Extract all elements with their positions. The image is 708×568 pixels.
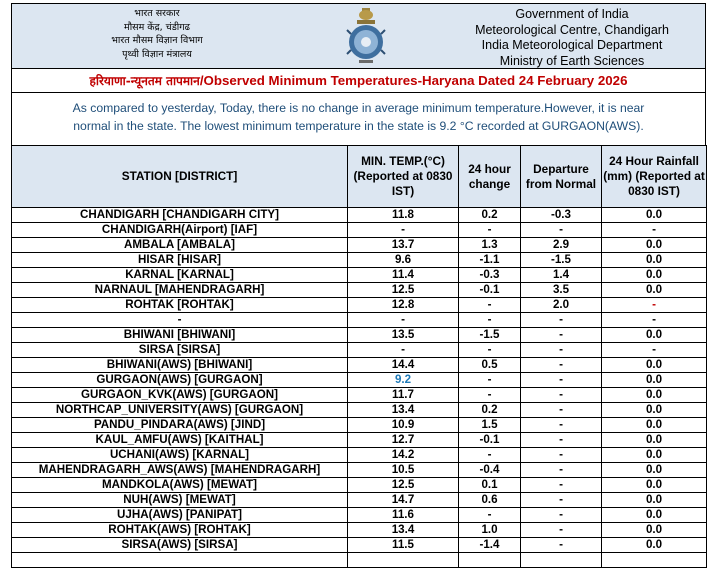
departure-cell: - (521, 313, 602, 328)
english-line: Meteorological Centre, Chandigarh (475, 22, 669, 37)
departure-cell: - (521, 388, 602, 403)
min-temp-cell: 12.5 (348, 283, 459, 298)
column-header-min-temp: MIN. TEMP.(°C) (Reported at 0830 IST) (348, 146, 459, 208)
min-temp-cell: - (348, 313, 459, 328)
change-cell: 0.5 (459, 358, 521, 373)
departure-cell: - (521, 223, 602, 238)
departure-cell: - (521, 523, 602, 538)
table-row (12, 433, 707, 448)
departure-cell: 2.9 (521, 238, 602, 253)
station-cell: BHIWANI(AWS) [BHIWANI] (12, 358, 348, 373)
min-temp-cell: - (348, 223, 459, 238)
rainfall-cell: - (602, 343, 707, 358)
departure-cell: - (521, 463, 602, 478)
rainfall-cell: 0.0 (602, 328, 707, 343)
hindi-line: पृथ्वी विज्ञान मंत्रालय (122, 48, 192, 60)
column-header-station: STATION [DISTRICT] (12, 146, 348, 208)
change-cell: - (459, 223, 521, 238)
title-hindi: हरियाणा-न्यूनतम तापमान (89, 74, 200, 88)
change-cell: 0.6 (459, 493, 521, 508)
station-cell: ROHTAK [ROHTAK] (12, 298, 348, 313)
empty-cell (459, 553, 521, 568)
column-header-change: 24 hour change (459, 146, 521, 208)
departure-cell: - (521, 433, 602, 448)
empty-cell (602, 553, 707, 568)
table-row (12, 538, 707, 553)
rainfall-cell: 0.0 (602, 253, 707, 268)
change-cell: -0.1 (459, 433, 521, 448)
hindi-line: भारत सरकार (134, 8, 180, 19)
station-cell: CHANDIGARH [CHANDIGARH CITY] (12, 208, 348, 223)
imd-emblem-icon (345, 6, 387, 66)
change-cell: 1.3 (459, 238, 521, 253)
table-row (12, 343, 707, 358)
summary-line: As compared to yesterday, Today, there is no change in average minimum temperature.However, it is near (72, 101, 645, 115)
report-header (11, 3, 706, 68)
rainfall-cell: 0.0 (602, 448, 707, 463)
report-title (11, 68, 706, 93)
table-row (12, 418, 707, 433)
station-cell: SIRSA [SIRSA] (12, 343, 348, 358)
rainfall-cell: 0.0 (602, 373, 707, 388)
min-temp-cell: 11.6 (348, 508, 459, 523)
station-cell: KAUL_AMFU(AWS) [KAITHAL] (12, 433, 348, 448)
table-row (12, 298, 707, 313)
departure-cell: - (521, 493, 602, 508)
rainfall-cell: 0.0 (602, 403, 707, 418)
rainfall-cell: 0.0 (602, 283, 707, 298)
hindi-header (82, 7, 232, 61)
min-temp-cell: 14.2 (348, 448, 459, 463)
rainfall-cell: 0.0 (602, 268, 707, 283)
min-temp-cell: 10.9 (348, 418, 459, 433)
departure-cell: - (521, 418, 602, 433)
change-cell: - (459, 298, 521, 313)
column-header-departure: Departure from Normal (521, 146, 602, 208)
change-cell: -1.4 (459, 538, 521, 553)
rainfall-cell: 0.0 (602, 538, 707, 553)
rainfall-cell: 0.0 (602, 463, 707, 478)
rainfall-cell: 0.0 (602, 493, 707, 508)
station-cell: HISAR [HISAR] (12, 253, 348, 268)
departure-cell: - (521, 358, 602, 373)
departure-cell: 2.0 (521, 298, 602, 313)
rainfall-cell: 0.0 (602, 523, 707, 538)
station-cell: SIRSA(AWS) [SIRSA] (12, 538, 348, 553)
rainfall-cell: - (602, 313, 707, 328)
table-row (12, 268, 707, 283)
station-cell: UCHANI(AWS) [KARNAL] (12, 448, 348, 463)
change-cell: - (459, 313, 521, 328)
station-cell: AMBALA [AMBALA] (12, 238, 348, 253)
rainfall-cell: - (602, 298, 707, 313)
station-cell: GURGAON(AWS) [GURGAON] (12, 373, 348, 388)
change-cell: - (459, 343, 521, 358)
station-cell: PANDU_PINDARA(AWS) [JIND] (12, 418, 348, 433)
min-temp-cell: 9.2 (348, 373, 459, 388)
min-temp-cell: - (348, 343, 459, 358)
change-cell: -0.3 (459, 268, 521, 283)
rainfall-cell: 0.0 (602, 358, 707, 373)
min-temp-cell: 14.7 (348, 493, 459, 508)
departure-cell: - (521, 373, 602, 388)
change-cell: -1.5 (459, 328, 521, 343)
change-cell: 0.1 (459, 478, 521, 493)
rainfall-cell: - (602, 223, 707, 238)
english-line: Ministry of Earth Sciences (499, 53, 645, 68)
table-row (12, 223, 707, 238)
summary-line: normal in the state. The lowest minimum temperature in the state is 9.2 °C recorded at GURGAON(AWS). (73, 119, 644, 133)
change-cell: - (459, 448, 521, 463)
empty-cell (12, 553, 348, 568)
station-cell: UJHA(AWS) [PANIPAT] (12, 508, 348, 523)
change-cell: - (459, 388, 521, 403)
rainfall-cell: 0.0 (602, 418, 707, 433)
min-temp-cell: 11.4 (348, 268, 459, 283)
table-row (12, 463, 707, 478)
table-row (12, 373, 707, 388)
empty-cell (348, 553, 459, 568)
station-cell: NORTHCAP_UNIVERSITY(AWS) [GURGAON] (12, 403, 348, 418)
table-row (12, 523, 707, 538)
min-temp-cell: 12.7 (348, 433, 459, 448)
departure-cell: - (521, 448, 602, 463)
min-temp-cell: 13.5 (348, 328, 459, 343)
table-row (12, 448, 707, 463)
min-temp-cell: 10.5 (348, 463, 459, 478)
station-cell: BHIWANI [BHIWANI] (12, 328, 348, 343)
change-cell: 1.5 (459, 418, 521, 433)
table-row (12, 493, 707, 508)
table-row (12, 388, 707, 403)
station-cell: GURGAON_KVK(AWS) [GURGAON] (12, 388, 348, 403)
summary-note (11, 93, 706, 145)
hindi-line: मौसम केंद्र, चंडीगढ (124, 21, 190, 33)
change-cell: -0.1 (459, 283, 521, 298)
min-temp-cell: 13.4 (348, 523, 459, 538)
station-cell: CHANDIGARH(Airport) [IAF] (12, 223, 348, 238)
change-cell: -1.1 (459, 253, 521, 268)
change-cell: 0.2 (459, 403, 521, 418)
change-cell: - (459, 373, 521, 388)
min-temp-cell: 13.7 (348, 238, 459, 253)
english-line: Government of India (515, 7, 629, 21)
departure-cell: - (521, 328, 602, 343)
title-english: /Observed Minimum Temperatures-Haryana Dated 24 February 2026 (199, 73, 628, 88)
departure-cell: - (521, 343, 602, 358)
min-temp-cell: 9.6 (348, 253, 459, 268)
english-header (457, 7, 687, 69)
departure-cell: - (521, 403, 602, 418)
table-row (12, 403, 707, 418)
station-cell: NUH(AWS) [MEWAT] (12, 493, 348, 508)
table-row (12, 328, 707, 343)
table-row (12, 253, 707, 268)
min-temp-cell: 11.5 (348, 538, 459, 553)
rainfall-cell: 0.0 (602, 433, 707, 448)
column-header-rainfall: 24 Hour Rainfall (mm) (Reported at 0830 IST) (602, 146, 707, 208)
rainfall-cell: 0.0 (602, 388, 707, 403)
departure-cell: - (521, 538, 602, 553)
english-line: India Meteorological Department (481, 38, 663, 53)
change-cell: - (459, 508, 521, 523)
report-sheet (11, 3, 706, 568)
rainfall-cell: 0.0 (602, 508, 707, 523)
station-cell: - (12, 313, 348, 328)
station-cell: MANDKOLA(AWS) [MEWAT] (12, 478, 348, 493)
temperature-table (11, 145, 707, 568)
station-cell: MAHENDRAGARH_AWS(AWS) [MAHENDRAGARH] (12, 463, 348, 478)
rainfall-cell: 0.0 (602, 208, 707, 223)
departure-cell: -1.5 (521, 253, 602, 268)
table-row (12, 358, 707, 373)
min-temp-cell: 11.8 (348, 208, 459, 223)
table-header-row (12, 146, 707, 208)
rainfall-cell: 0.0 (602, 238, 707, 253)
min-temp-cell: 11.7 (348, 388, 459, 403)
station-cell: KARNAL [KARNAL] (12, 268, 348, 283)
table-row (12, 508, 707, 523)
change-cell: 0.2 (459, 208, 521, 223)
table-row (12, 478, 707, 493)
min-temp-cell: 14.4 (348, 358, 459, 373)
min-temp-cell: 12.8 (348, 298, 459, 313)
min-temp-cell: 12.5 (348, 478, 459, 493)
station-cell: NARNAUL [MAHENDRAGARH] (12, 283, 348, 298)
table-row (12, 283, 707, 298)
rainfall-cell: 0.0 (602, 478, 707, 493)
departure-cell: 3.5 (521, 283, 602, 298)
departure-cell: -0.3 (521, 208, 602, 223)
table-row (12, 313, 707, 328)
min-temp-cell: 13.4 (348, 403, 459, 418)
departure-cell: - (521, 508, 602, 523)
table-row (12, 208, 707, 223)
change-cell: 1.0 (459, 523, 521, 538)
change-cell: -0.4 (459, 463, 521, 478)
empty-cell (521, 553, 602, 568)
station-cell: ROHTAK(AWS) [ROHTAK] (12, 523, 348, 538)
departure-cell: - (521, 478, 602, 493)
table-row-blank (12, 553, 707, 568)
table-row (12, 238, 707, 253)
departure-cell: 1.4 (521, 268, 602, 283)
hindi-line: भारत मौसम विज्ञान विभाग (111, 35, 203, 47)
